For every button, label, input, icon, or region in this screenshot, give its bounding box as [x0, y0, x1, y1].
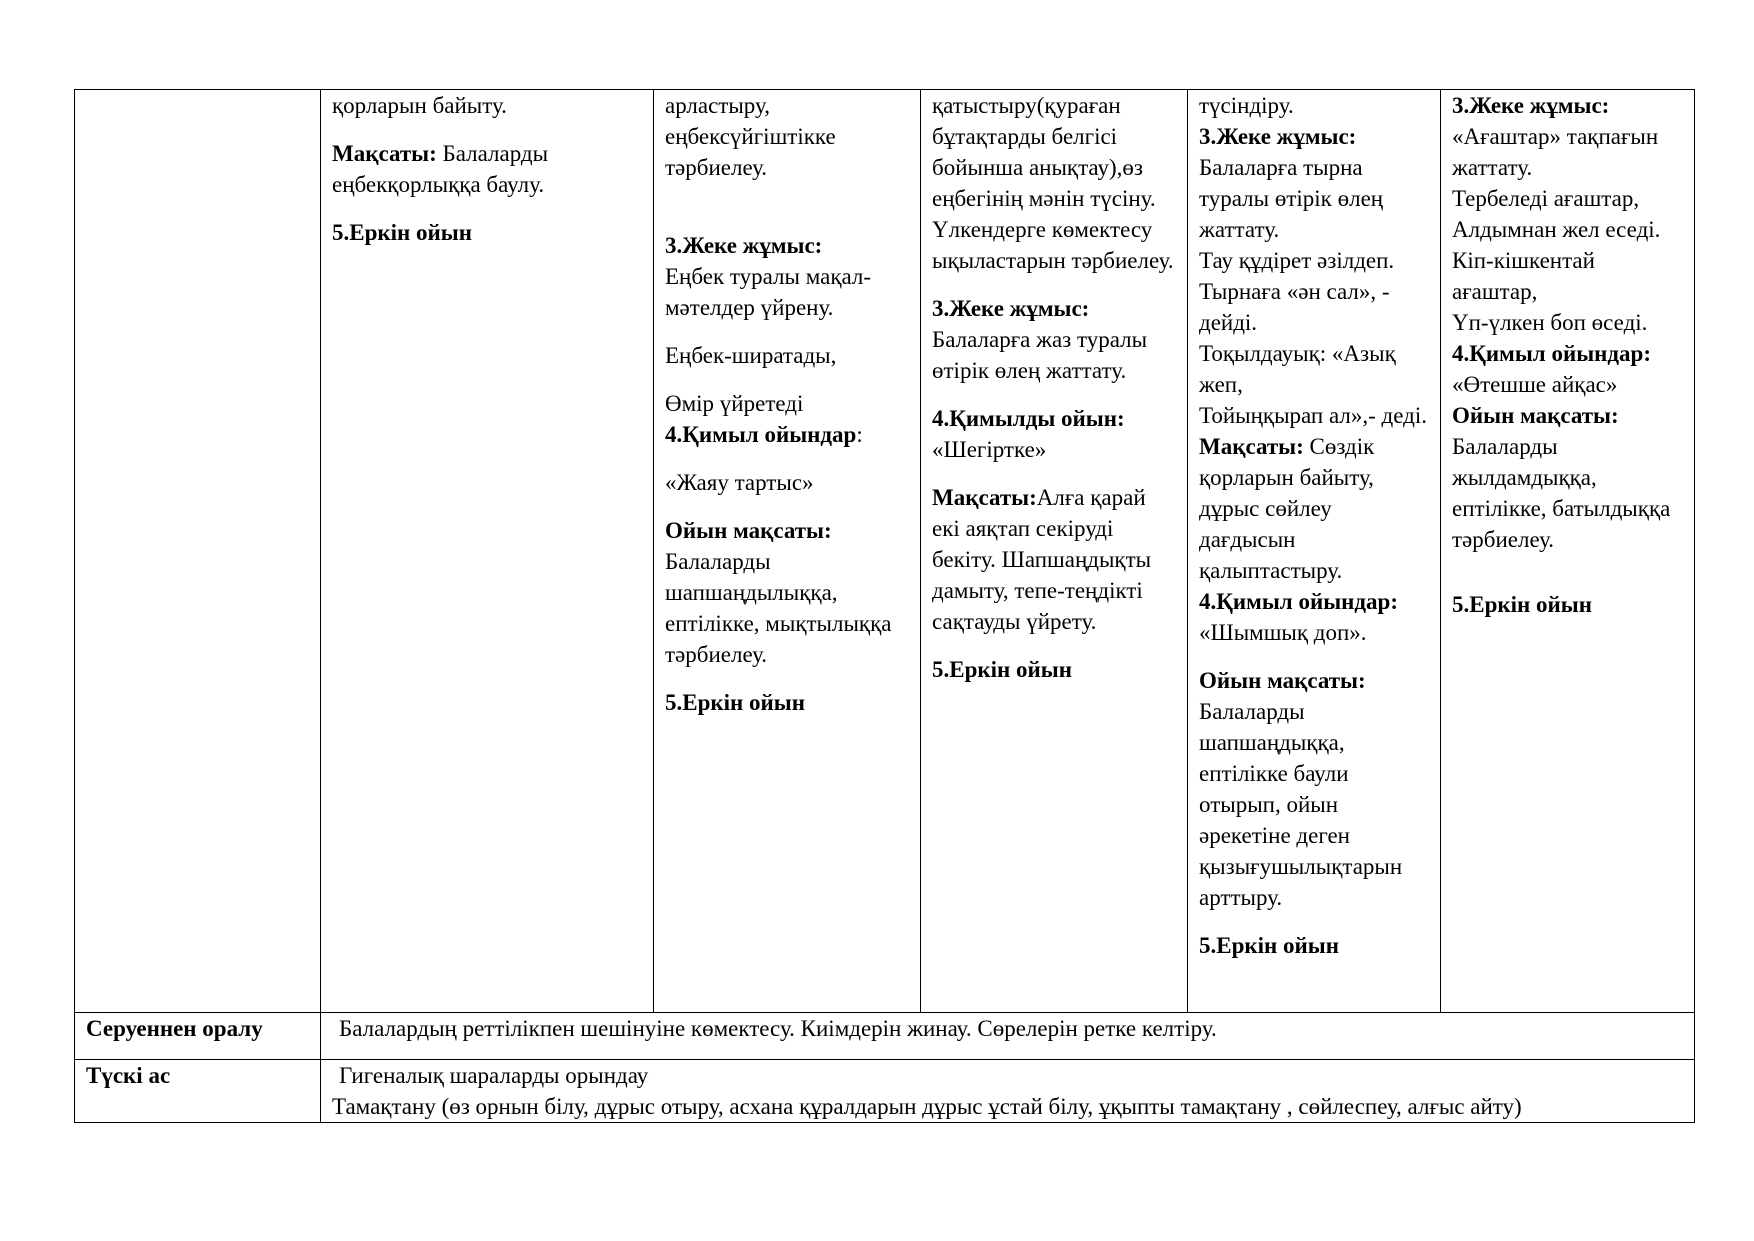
games-paragraph: [1199, 586, 1432, 648]
game-label: 4.Қимылды ойын:: [932, 406, 1125, 431]
game-goal-label: Ойын мақсаты:: [665, 518, 832, 543]
game-paragraph: [932, 403, 1179, 465]
friday-cell: [1441, 90, 1695, 1013]
cell-text: қорларын байыту.: [332, 93, 507, 118]
game-goal-text: Балаларды жылдамдыққа, ептілікке, батылдыққа тәрбиелеу.: [1452, 434, 1671, 552]
game-goal-text: Балаларды шапшаңдыққа, ептілікке баули отырып, ойын әрекетіне деген қызығушылықтарын арттыру.: [1199, 699, 1403, 910]
poem-line: Тау құдірет әзілдеп.: [1199, 248, 1395, 273]
poem-line: Тербеледі ағаштар,: [1452, 186, 1640, 211]
game-goal-paragraph: [1199, 665, 1432, 913]
games-label: 4.Қимыл ойындар: [665, 422, 857, 447]
game-name: «Шымшық доп».: [1199, 620, 1367, 645]
cell-text: арластыру, еңбексүйгіштікке тәрбиелеу.: [665, 93, 836, 180]
lunch-label: Түскі ас: [75, 1060, 321, 1123]
poem-line: Алдымнан жел еседі.: [1452, 217, 1661, 242]
lunch-description: [321, 1060, 1695, 1123]
proverb-line: Өмір үйретеді: [665, 391, 804, 416]
thursday-cell: [1188, 90, 1441, 1013]
tuesday-cell: [654, 90, 921, 1013]
free-play-heading: [1199, 930, 1432, 961]
games-colon: :: [856, 422, 863, 447]
individual-work-text: Балаларға тырна туралы өтірік өлең жаттату.: [1199, 155, 1384, 242]
cell-text: қатыстыру(қураған бұтақтарды белгісі бойынша анықтау),өз еңбегінің мәнін түсіну. Үлкендерге көмектесу ықыластарын тәрбиелеу.: [932, 93, 1174, 273]
individual-work-label: 3.Жеке жұмыс:: [1452, 93, 1610, 118]
return-from-walk-row: [75, 1013, 1695, 1060]
free-play-label: 5.Еркін ойын: [932, 657, 1072, 682]
free-play-label: 5.Еркін ойын: [332, 220, 472, 245]
return-text: Балалардың реттілікпен шешінуіне көмектесу. Киімдерін жинау. Сөрелерін ретке келтіру.: [339, 1016, 1217, 1041]
individual-work-paragraph: [932, 293, 1179, 386]
poem-line: Кіп-кішкентай ағаштар,: [1452, 248, 1595, 304]
goal-text: Сөздік қорларын байыту, дұрыс сөйлеу дағдысын қалыптастыру.: [1199, 434, 1375, 583]
poem-line: Үп-үлкен боп өседі.: [1452, 310, 1648, 335]
walk-activities-row: [75, 90, 1695, 1013]
return-description: [321, 1013, 1695, 1060]
return-label: Серуеннен оралу: [75, 1013, 321, 1060]
lunch-line-2: Тамақтану (өз орнын білу, дұрыс отыру, асхана құралдарын дұрыс ұстай білу, ұқыпты тамақтану , сөйлеспеу, алғыс айту): [332, 1094, 1522, 1119]
goal-text: Балаларды еңбекқорлыққа баулу.: [332, 141, 549, 197]
free-play-heading: [1452, 589, 1686, 620]
game-goal-text: Балаларды шапшаңдылыққа, ептілікке, мықтылыққа тәрбиелеу.: [665, 549, 892, 667]
individual-work-label: 3.Жеке жұмыс:: [1199, 124, 1357, 149]
row-label-cell: [75, 90, 321, 1013]
games-heading: [665, 419, 912, 450]
free-play-label: 5.Еркін ойын: [1452, 592, 1592, 617]
game-goal-label: Ойын мақсаты:: [1199, 668, 1366, 693]
game-name: «Шегіртке»: [932, 437, 1047, 462]
poem-line: Тырнаға «ән сал», - дейді.: [1199, 279, 1390, 335]
individual-work-label: 3.Жеке жұмыс:: [932, 296, 1090, 321]
monday-cell: [321, 90, 654, 1013]
free-play-label: 5.Еркін ойын: [1199, 933, 1339, 958]
goal-paragraph: [332, 138, 645, 200]
goal-label: Мақсаты:: [332, 141, 437, 166]
game-goal-paragraph: [665, 515, 912, 670]
game-goal-label: Ойын мақсаты:: [1452, 403, 1619, 428]
wednesday-cell: [921, 90, 1188, 1013]
goal-text: Алға қарай екі аяқтап секіруді бекіту. Шапшаңдықты дамыту, тепе-теңдікті сақтауды үйрету.: [932, 485, 1152, 634]
proverb-line: Еңбек-ширатады,: [665, 343, 837, 368]
lunch-row: [75, 1060, 1695, 1123]
daily-plan-table: [74, 89, 1695, 1123]
game-name: «Жаяу тартыс»: [665, 470, 814, 495]
goal-label: Мақсаты:: [932, 485, 1037, 510]
game-name: «Өтешше айқас»: [1452, 372, 1618, 397]
free-play-label: 5.Еркін ойын: [665, 690, 805, 715]
free-play-heading: [665, 687, 912, 718]
goal-label: Мақсаты:: [1199, 434, 1304, 459]
individual-work-paragraph: [1199, 121, 1432, 245]
individual-work-paragraph: [665, 230, 912, 323]
individual-work-paragraph: [1452, 90, 1686, 183]
game-goal-paragraph: [1452, 400, 1686, 555]
individual-work-text: Балаларға жаз туралы өтірік өлең жаттату.: [932, 327, 1148, 383]
games-paragraph: [1452, 338, 1686, 400]
individual-work-label: 3.Жеке жұмыс:: [665, 233, 823, 258]
free-play-heading: [932, 654, 1179, 685]
free-play-heading: [332, 217, 645, 248]
goal-paragraph: [932, 482, 1179, 637]
cell-text: түсіндіру.: [1199, 93, 1294, 118]
goal-paragraph: [1199, 431, 1432, 586]
games-label: 4.Қимыл ойындар:: [1452, 341, 1652, 366]
lunch-line-1: Гигеналық шараларды орындау: [339, 1063, 649, 1088]
individual-work-text: «Ағаштар» тақпағын жаттату.: [1452, 124, 1659, 180]
individual-work-text: Еңбек туралы мақал-мәтелдер үйрену.: [665, 264, 872, 320]
poem-line: Тойыңқырап ал»,- деді.: [1199, 403, 1427, 428]
poem-line: Тоқылдауық: «Азық жеп,: [1199, 341, 1396, 397]
games-label: 4.Қимыл ойындар:: [1199, 589, 1399, 614]
